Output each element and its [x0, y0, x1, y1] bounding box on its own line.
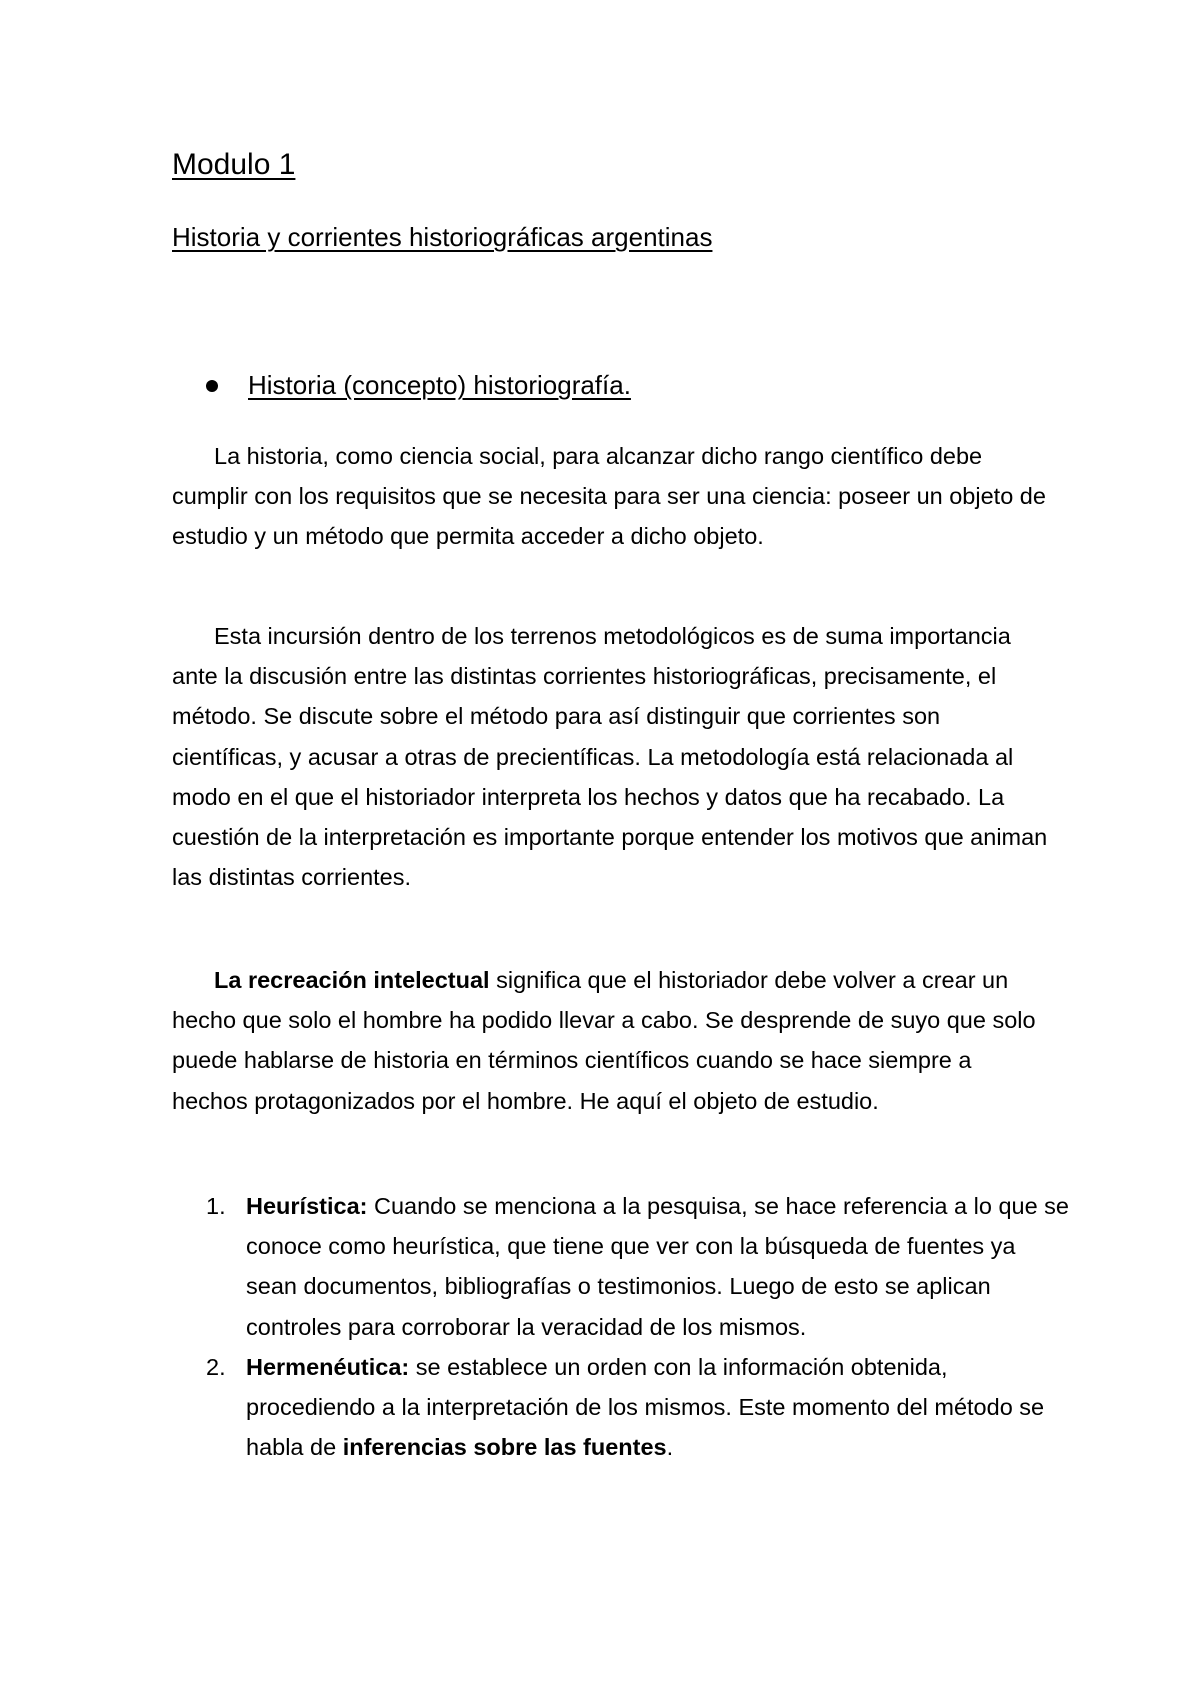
list-item [172, 1347, 1072, 1468]
bullet-icon [206, 380, 218, 392]
section-heading [206, 370, 631, 401]
list-item-number: 2. [206, 1353, 226, 1380]
paragraph-3-text: significa que el historiador debe volver a crear un hecho que solo el hombre ha podido llevar a cabo. Se desprende de suyo que solo puede hablarse de historia en términos científicos cuando se hace siempre a hechos protagonizados por el hombre. He aquí el objeto de estudio. [172, 967, 1036, 1114]
document-subtitle: Historia y corrientes historiográficas argentinas [172, 222, 713, 252]
list-item-emphasis: inferencias sobre las fuentes [342, 1434, 667, 1461]
list-item-number: 1. [206, 1193, 226, 1219]
list-item-term: Heurística: [246, 1193, 368, 1219]
paragraph-3-bold-lead: La recreación intelectual [214, 967, 490, 993]
list-item-end: . [666, 1434, 674, 1461]
list-item [172, 1186, 1072, 1347]
list-item-text: Cuando se menciona a la pesquisa, se hace referencia a lo que se conoce como heurística, que tiene que ver con la búsqueda de fuentes ya sean documentos, bibliografías o testimonios. Luego de esto se aplican controles para corroborar la veracidad de los mismos. [246, 1193, 1070, 1340]
document-title: Modulo 1 [172, 148, 296, 181]
list-item-text: se establece un orden con la información obtenida, procediendo a la interpretación de los mismos. Este momento del método se habla de [246, 1353, 1045, 1461]
paragraph-3 [172, 960, 1052, 1121]
list-item-term: Hermenéutica: [246, 1353, 410, 1380]
paragraph-2: Esta incursión dentro de los terrenos metodológicos es de suma importancia ante la discusión entre las distintas corrientes historiográficas, precisamente, el método. Se discute sobre el método para así distinguir que corrientes son científicas, y acusar a otras de precientíficas. La metodología está relacionada al modo en el que el historiador interpreta los hechos y datos que ha recabado. La cuestión de la interpretación es importante porque entender los motivos que animan las distintas corrientes. [172, 623, 1048, 891]
section-heading-text: Historia (concepto) historiografía. [248, 370, 631, 400]
paragraph-1: La historia, como ciencia social, para alcanzar dicho rango científico debe cumplir con los requisitos que se necesita para ser una ciencia: poseer un objeto de estudio y un método que permita acceder a dicho objeto. [172, 443, 1046, 550]
numbered-list [172, 1186, 1072, 1467]
